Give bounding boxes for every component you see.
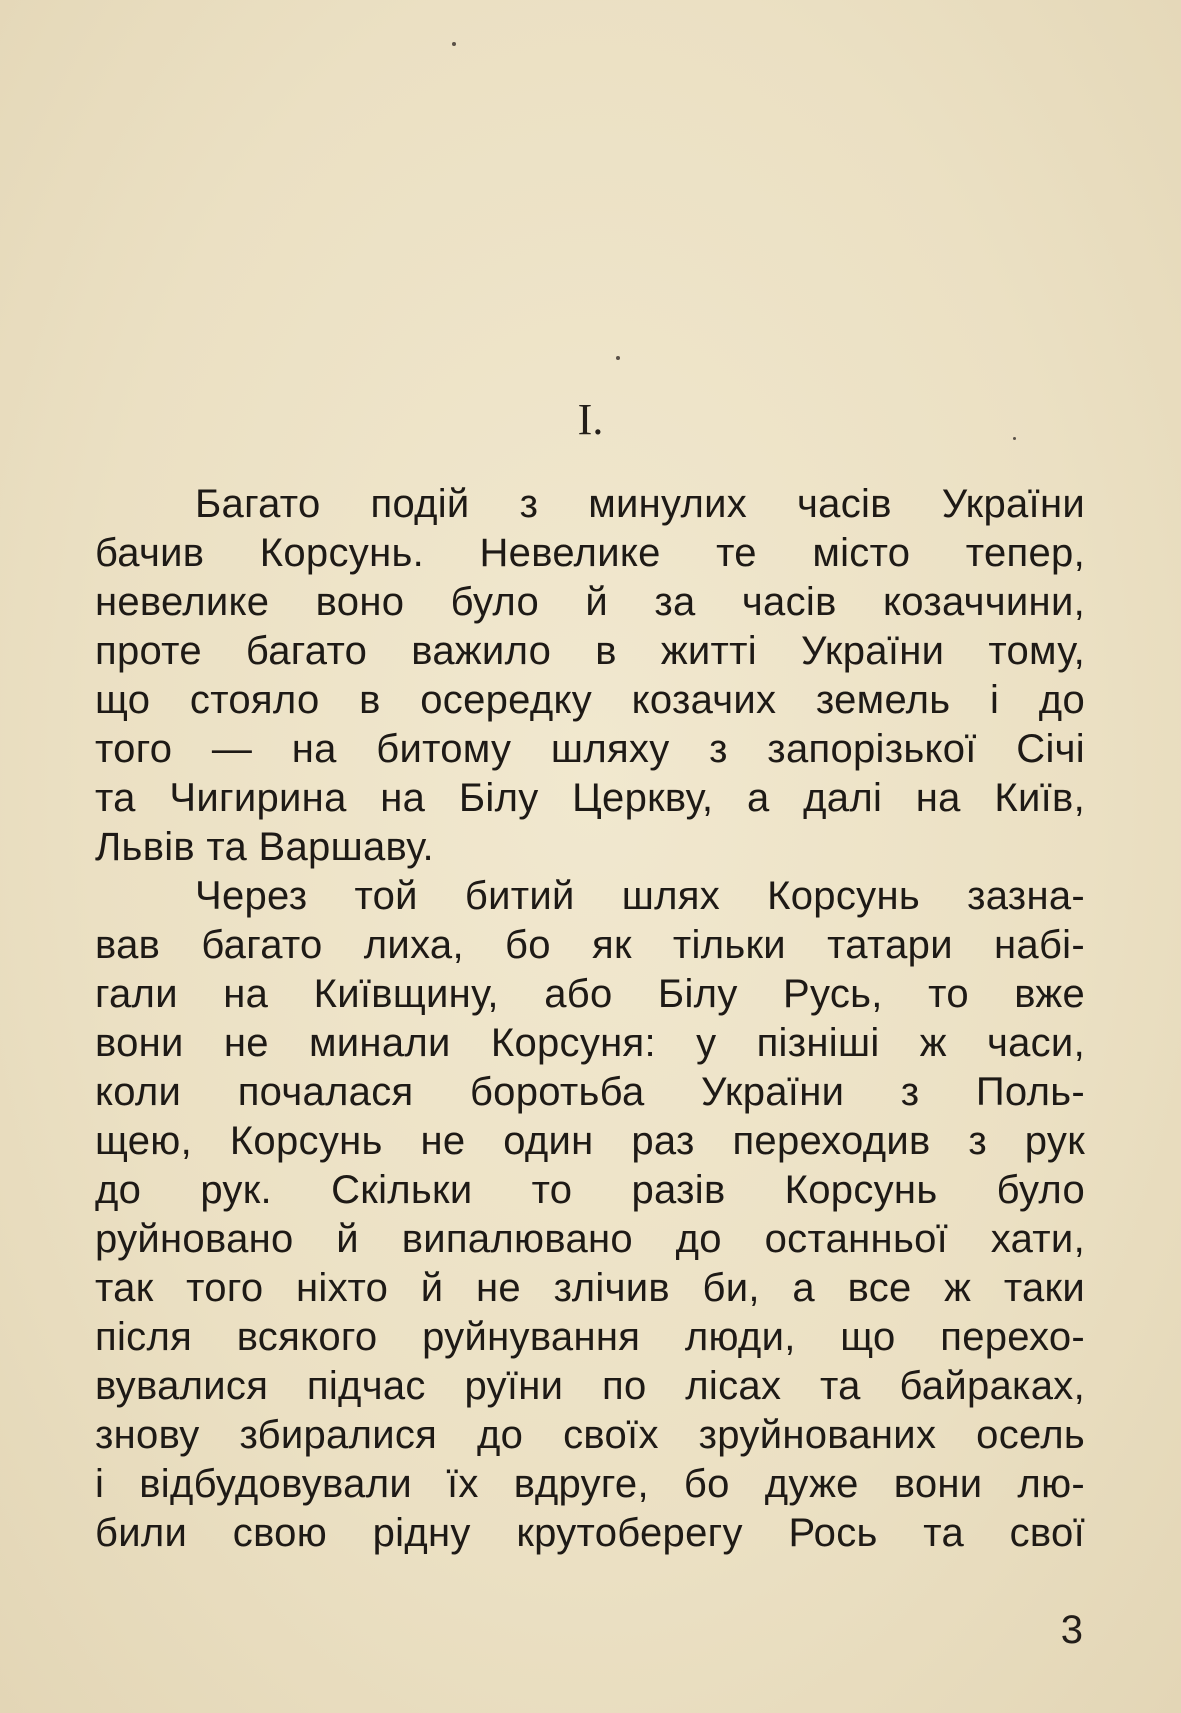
ink-speck: [452, 42, 456, 46]
paragraph-2: [95, 872, 1085, 1558]
text-line: Через той битий шлях Корсунь зазна-: [195, 874, 1085, 918]
text-line: до рук. Скільки то разів Корсунь було: [95, 1168, 1085, 1212]
text-line: що стояло в осередку козачих земель і до: [95, 678, 1085, 722]
text-line: проте багато важило в житті України тому,: [95, 629, 1085, 673]
text-line: знову збиралися до своїх зруйнованих осель: [95, 1413, 1085, 1457]
text-line: щею, Корсунь не один раз переходив з рук: [95, 1119, 1085, 1163]
text-line: коли почалася боротьба України з Поль-: [95, 1070, 1085, 1114]
chapter-heading: I.: [577, 395, 604, 444]
text-line: Багато подій з минулих часів України: [195, 482, 1085, 526]
text-line: того — на битому шляху з запорізької Січі: [95, 727, 1085, 771]
text-line: так того ніхто й не злічив би, а все ж таки: [95, 1266, 1085, 1310]
text-line: вав багато лиха, бо як тільки татари набі-: [95, 923, 1085, 967]
body-text: [95, 480, 1085, 1558]
text-line: бачив Корсунь. Невелике те місто тепер,: [95, 531, 1085, 575]
ink-speck: [616, 356, 620, 360]
text-line: Львів та Варшаву.: [95, 825, 434, 869]
text-line: вувалися підчас руїни по лісах та байраках,: [95, 1364, 1085, 1408]
text-line: били свою рідну крутоберегу Рось та свої: [95, 1511, 1085, 1555]
text-line: і відбудовували їх вдруге, бо дуже вони лю-: [95, 1462, 1085, 1506]
text-line: та Чигирина на Білу Церкву, а далі на Київ,: [95, 776, 1085, 820]
paragraph-1: [95, 480, 1085, 872]
text-line: після всякого руйнування люди, що перехо-: [95, 1315, 1085, 1359]
page-number: 3: [1060, 1608, 1083, 1652]
text-line: невелике воно було й за часів козаччини,: [95, 580, 1085, 624]
text-line: руйновано й випалювано до останньої хати,: [95, 1217, 1085, 1261]
text-line: вони не минали Корсуня: у пізніші ж часи,: [95, 1021, 1085, 1065]
text-line: гали на Київщину, або Білу Русь, то вже: [95, 972, 1085, 1016]
